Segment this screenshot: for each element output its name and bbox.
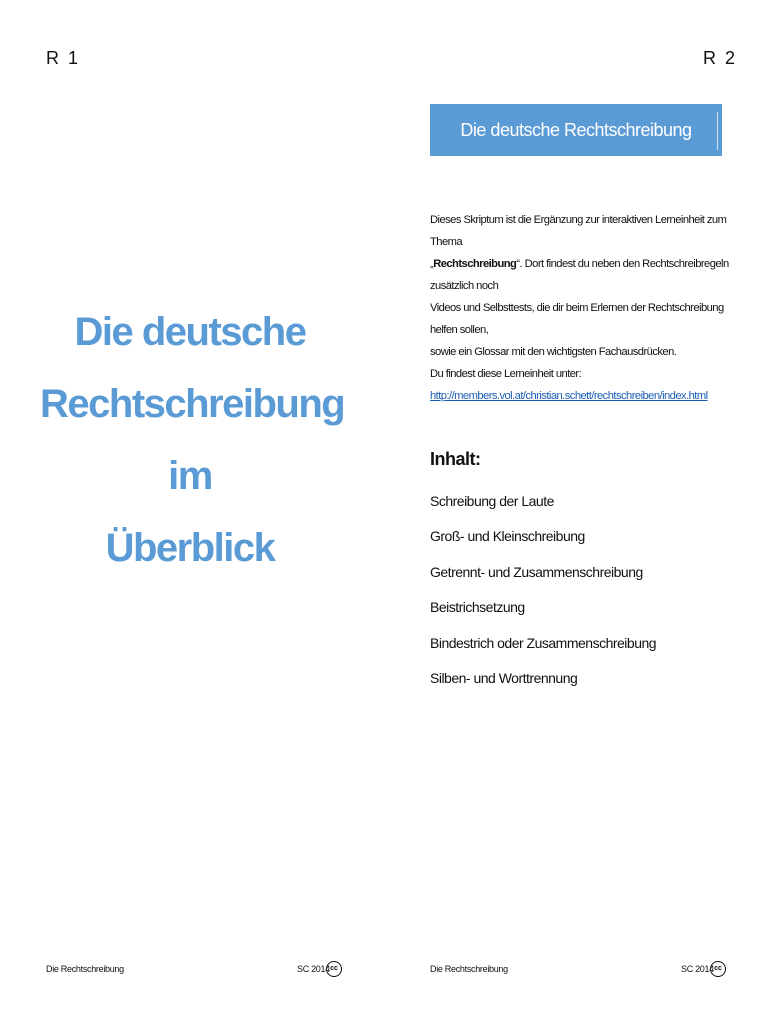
- intro-line-2: [430, 253, 730, 297]
- intro-line-4: sowie ein Glossar mit den wichtigsten Fachausdrücken.: [430, 346, 677, 358]
- intro-line-5: Du findest diese Lerneinheit unter:: [430, 368, 582, 380]
- page-label-right: R 2: [703, 48, 738, 68]
- footer-right-title: Die Rechtschreibung: [430, 964, 508, 974]
- toc-item-bindestrich: Bindestrich oder Zusammenschreibung: [430, 634, 657, 651]
- intro-bold-term: Rechtschreibung: [433, 258, 517, 270]
- banner-edge-line: [717, 112, 718, 150]
- footer-right-year: SC 2014: [681, 964, 714, 974]
- banner-title: Die deutsche Rechtschreibung: [460, 119, 692, 140]
- table-of-contents: [430, 488, 656, 700]
- toc-item-getrennt-und-zusammenschreibung: Getrennt- und Zusammenschreibung: [430, 563, 643, 580]
- title-line-2: Rechtschreibung im: [40, 382, 345, 498]
- section-banner: [430, 104, 722, 156]
- lerneinheit-link[interactable]: http://members.vol.at/christian.schett/rechtschreiben/index.html: [430, 390, 708, 402]
- intro-paragraph: [430, 209, 730, 407]
- toc-item-silben-und-worttrennung: Silben- und Worttrennung: [430, 669, 578, 686]
- creative-commons-icon: cc: [326, 961, 342, 977]
- title-line-3: Überblick: [105, 526, 275, 570]
- toc-item-schreibung-der-laute: Schreibung der Laute: [430, 493, 554, 509]
- toc-item-beistrichsetzung: Beistrichsetzung: [430, 599, 525, 616]
- footer-left-year: SC 2014: [297, 964, 330, 974]
- creative-commons-icon: cc: [710, 961, 726, 977]
- page-label-left: R 1: [46, 48, 81, 68]
- intro-line-1: Dieses Skriptum ist die Ergänzung zur interaktiven Lerneinheit zum Thema: [430, 214, 727, 248]
- document-title: [40, 296, 345, 584]
- intro-line-2-rest: “. Dort findest du neben den Rechtschreibregeln zusätzlich noch: [430, 258, 729, 292]
- intro-line-3: Videos und Selbsttests, die dir beim Erlernen der Rechtschreibung helfen sollen,: [430, 302, 724, 336]
- intro-open-quote: „: [430, 258, 434, 270]
- toc-heading: Inhalt:: [430, 449, 481, 469]
- title-line-1: Die deutsche: [74, 310, 306, 354]
- footer-left-title: Die Rechtschreibung: [46, 964, 124, 974]
- toc-item-gross-und-kleinschreibung: Groß- und Kleinschreibung: [430, 528, 585, 545]
